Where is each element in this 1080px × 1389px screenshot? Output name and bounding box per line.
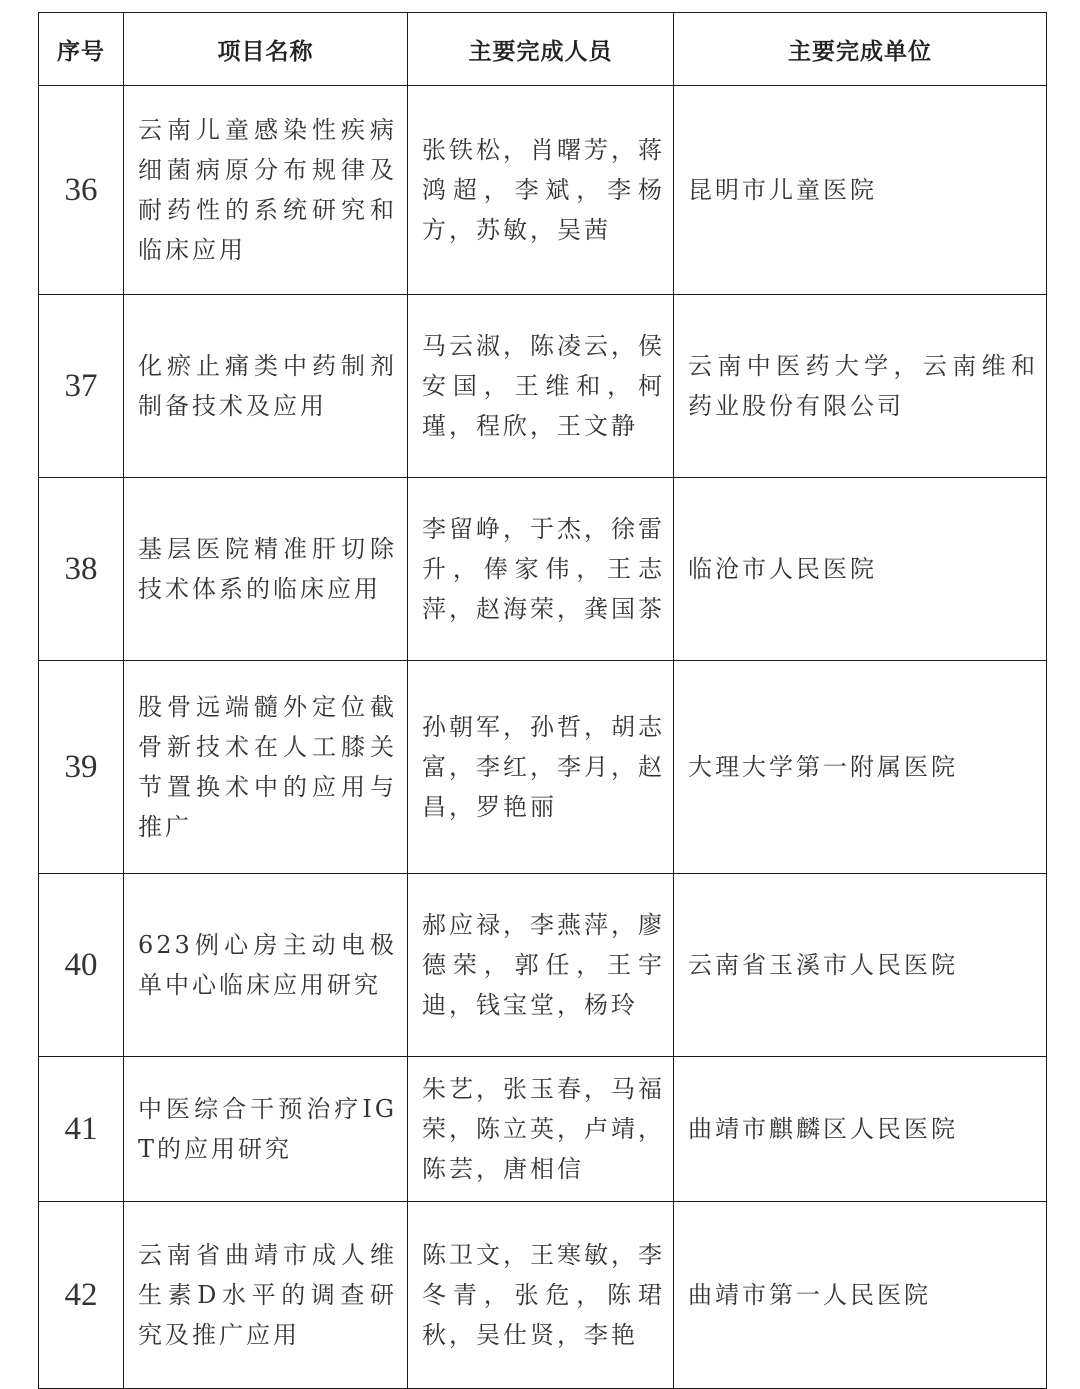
row-unit: 云南省玉溪市人民医院 [674, 874, 1047, 1057]
table-row [39, 874, 1047, 1057]
table-header-row [39, 13, 1047, 86]
row-project-name: 云南省曲靖市成人维生素D水平的调查研究及推广应用 [124, 1202, 408, 1389]
row-unit: 曲靖市第一人民医院 [674, 1202, 1047, 1389]
table-row [39, 1057, 1047, 1202]
row-unit: 昆明市儿童医院 [674, 86, 1047, 295]
row-personnel: 朱艺，张玉春，马福荣，陈立英，卢靖，陈芸，唐相信 [408, 1057, 674, 1202]
header-project-name: 项目名称 [124, 13, 408, 86]
row-index: 38 [39, 478, 124, 661]
table-row [39, 295, 1047, 478]
award-projects-table [38, 12, 1047, 1389]
row-index: 39 [39, 661, 124, 874]
row-project-name: 基层医院精准肝切除技术体系的临床应用 [124, 478, 408, 661]
table-row [39, 86, 1047, 295]
award-table-sheet [38, 12, 1047, 1389]
row-index: 37 [39, 295, 124, 478]
row-index: 41 [39, 1057, 124, 1202]
row-index: 40 [39, 874, 124, 1057]
row-index: 36 [39, 86, 124, 295]
header-main-personnel: 主要完成人员 [408, 13, 674, 86]
row-index: 42 [39, 1202, 124, 1389]
table-row [39, 1202, 1047, 1389]
row-unit: 大理大学第一附属医院 [674, 661, 1047, 874]
row-personnel: 陈卫文，王寒敏，李冬青，张危，陈珺秋，吴仕贤，李艳 [408, 1202, 674, 1389]
table-row [39, 478, 1047, 661]
row-personnel: 郝应禄，李燕萍，廖德荣，郭任，王宇迪，钱宝堂，杨玲 [408, 874, 674, 1057]
table-row [39, 661, 1047, 874]
header-main-unit: 主要完成单位 [674, 13, 1047, 86]
header-index: 序号 [39, 13, 124, 86]
row-project-name: 股骨远端髓外定位截骨新技术在人工膝关节置换术中的应用与推广 [124, 661, 408, 874]
row-unit: 云南中医药大学，云南维和药业股份有限公司 [674, 295, 1047, 478]
row-personnel: 张铁松，肖曙芳，蒋鸿超，李斌，李杨方，苏敏，吴茜 [408, 86, 674, 295]
row-project-name: 中医综合干预治疗IGT的应用研究 [124, 1057, 408, 1202]
row-unit: 临沧市人民医院 [674, 478, 1047, 661]
row-personnel: 马云淑，陈凌云，侯安国，王维和，柯瑾，程欣，王文静 [408, 295, 674, 478]
row-project-name: 化瘀止痛类中药制剂制备技术及应用 [124, 295, 408, 478]
row-personnel: 李留峥，于杰，徐雷升，俸家伟，王志萍，赵海荣，龚国茶 [408, 478, 674, 661]
row-personnel: 孙朝军，孙哲，胡志富，李红，李月，赵昌，罗艳丽 [408, 661, 674, 874]
row-project-name: 623例心房主动电极单中心临床应用研究 [124, 874, 408, 1057]
row-project-name: 云南儿童感染性疾病细菌病原分布规律及耐药性的系统研究和临床应用 [124, 86, 408, 295]
row-unit: 曲靖市麒麟区人民医院 [674, 1057, 1047, 1202]
